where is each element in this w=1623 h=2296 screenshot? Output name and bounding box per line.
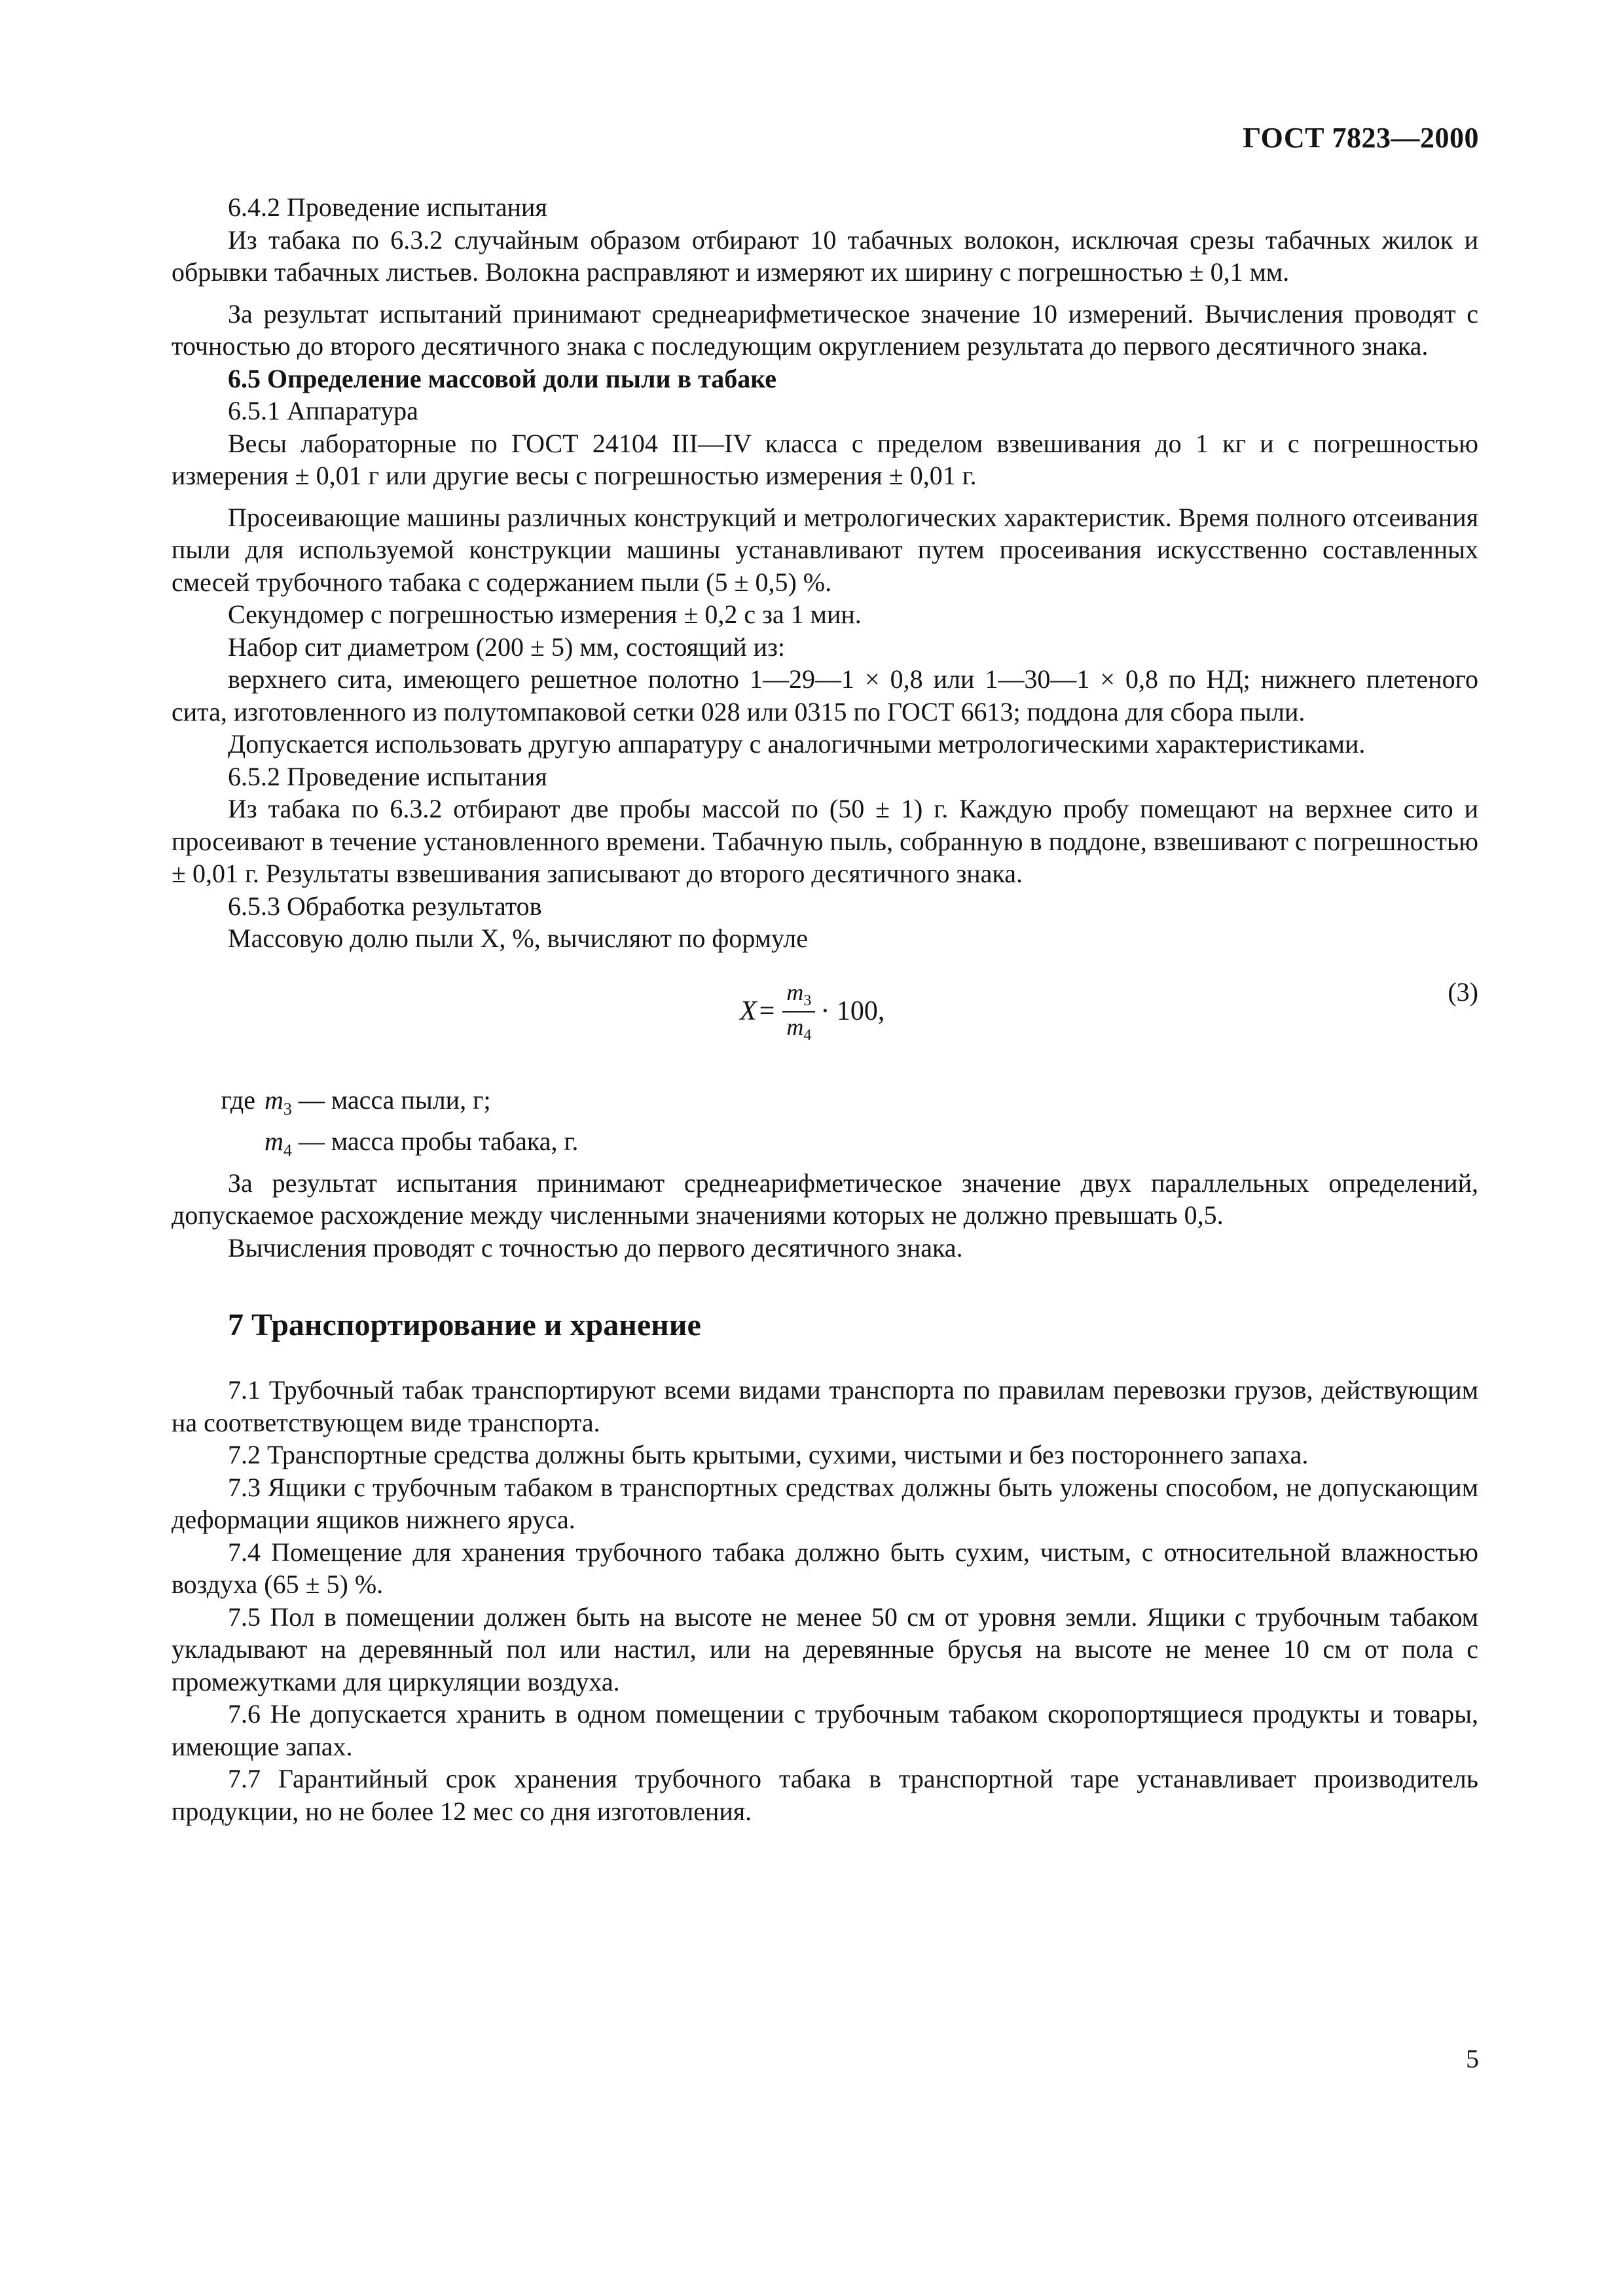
formula-fraction <box>782 978 815 1045</box>
where-text: — масса пыли, г; <box>298 1085 491 1115</box>
subsection-title-6-5-3: 6.5.3 Обработка результатов <box>228 891 542 921</box>
paragraph: 7.6 Не допускается хранить в одном помещении с трубочным табаком скоропортящиеся продукты и товары, имеющие запах. <box>172 1699 1478 1761</box>
formula-number: (3) <box>1448 977 1478 1007</box>
page-number: 5 <box>1466 2044 1479 2073</box>
subsection-title-6-5: 6.5 Определение массовой доли пыли в табаке <box>228 363 777 393</box>
section-title-7: 7 Транспортирование и хранение <box>228 1308 701 1342</box>
formula-3 <box>172 969 1478 1084</box>
formula-numerator: $m_3$ <box>782 978 815 1012</box>
paragraph: За результат испытания принимают среднеарифметическое значение двух параллельных определений, допускаемое расхождение между численными значениями которых не должно превышать 0,5. <box>172 1168 1478 1230</box>
formula-denominator: $m_4$ <box>786 1013 812 1044</box>
paragraph: Из табака по 6.3.2 случайным образом отбирают 10 табачных волокон, исключая срезы табачных жилок и обрывки табачных листьев. Волокна расправляют и измеряют их ширину с погрешностью ± 0,1 мм. <box>172 224 1478 287</box>
paragraph: 7.1 Трубочный табак транспортируют всеми видами транспорта по правилам перевозки грузов, действующим на соответствующем виде транспорта. <box>172 1375 1478 1437</box>
formula-equals: = <box>759 996 775 1026</box>
formula-lhs: X <box>740 996 757 1026</box>
paragraph: 7.4 Помещение для хранения трубочного табака должно быть сухим, чистым, с относительной влажностью воздуха (65 ± 5) %. <box>172 1537 1478 1599</box>
standard-code-header: ГОСТ 7823—2000 <box>1243 122 1479 154</box>
paragraph: 7.2 Транспортные средства должны быть крытыми, сухими, чистыми и без постороннего запаха. <box>228 1440 1309 1469</box>
paragraph: Вычисления проводят с точностью до первого десятичного знака. <box>228 1232 963 1263</box>
page-content <box>172 191 1478 1827</box>
where-line: где $m_3$ — масса пыли, г; <box>172 1084 1478 1126</box>
paragraph: 7.7 Гарантийный срок хранения трубочного табака в транспортной таре устанавливает производитель продукции, но не более 12 мес со дня изготовления. <box>172 1764 1478 1826</box>
paragraph: Секундомер с погрешностью измерения ± 0,2 с за 1 мин. <box>228 600 862 629</box>
paragraph: Просеивающие машины различных конструкций и метрологических характеристик. Время полного отсеивания пыли для используемой конструкции машины устанавливают путем просеивания искусственно составленных смесей трубочного табака с содержанием пыли (5 ± 0,5) %. <box>172 502 1478 597</box>
paragraph: Массовую долю пыли X, %, вычисляют по формуле <box>228 924 808 953</box>
subsection-title-6-4-2: 6.4.2 Проведение испытания <box>228 192 547 222</box>
formula-expression <box>740 969 884 1054</box>
where-label: где <box>221 1085 255 1115</box>
paragraph: Из табака по 6.3.2 отбирают две пробы массой по (50 ± 1) г. Каждую пробу помещают на верхнее сито и просеивают в течение установленного времени. Табачную пыль, собранную в поддоне, взвешивают с погрешностью ± 0,01 г. Результаты взвешивания записывают до второго десятичного знака. <box>172 794 1478 888</box>
subsection-title-6-5-2: 6.5.2 Проведение испытания <box>228 761 547 791</box>
paragraph: Весы лабораторные по ГОСТ 24104 III—IV класса с пределом взвешивания до 1 кг и с погрешностью измерения ± 0,01 г или другие весы с погрешностью измерения ± 0,01 г. <box>172 428 1478 490</box>
paragraph: Допускается использовать другую аппаратуру с аналогичными метрологическими характеристиками. <box>228 729 1366 759</box>
paragraph: 7.5 Пол в помещении должен быть на высоте не менее 50 см от уровня земли. Ящики с трубочным табаком укладывают на деревянный пол или настил, или на деревянные брусья на высоте не менее 10 см от пола с промежутками для циркуляции воздуха. <box>172 1602 1478 1696</box>
formula-tail: · 100, <box>820 996 885 1026</box>
where-line: $m_4$ — масса пробы табака, г. <box>264 1126 579 1160</box>
where-text: — масса пробы табака, г. <box>298 1126 579 1156</box>
paragraph: За результат испытаний принимают среднеарифметическое значение 10 измерений. Вычисления проводят с точностью до второго десятичного знака с последующим округлением результата до первого десятичного знака. <box>172 298 1478 361</box>
paragraph: верхнего сита, имеющего решетное полотно 1—29—1 × 0,8 или 1—30—1 × 0,8 по НД; нижнего плетеного сита, изготовленного из полутомпаковой сетки 028 или 0315 по ГОСТ 6613; поддона для сбора пыли. <box>172 664 1478 726</box>
paragraph: 7.3 Ящики с трубочным табаком в транспортных средствах должны быть уложены способом, не допускающим деформации ящиков нижнего яруса. <box>172 1472 1478 1534</box>
subsection-title-6-5-1: 6.5.1 Аппаратура <box>228 396 418 425</box>
paragraph: Набор сит диаметром (200 ± 5) мм, состоящий из: <box>228 632 785 662</box>
